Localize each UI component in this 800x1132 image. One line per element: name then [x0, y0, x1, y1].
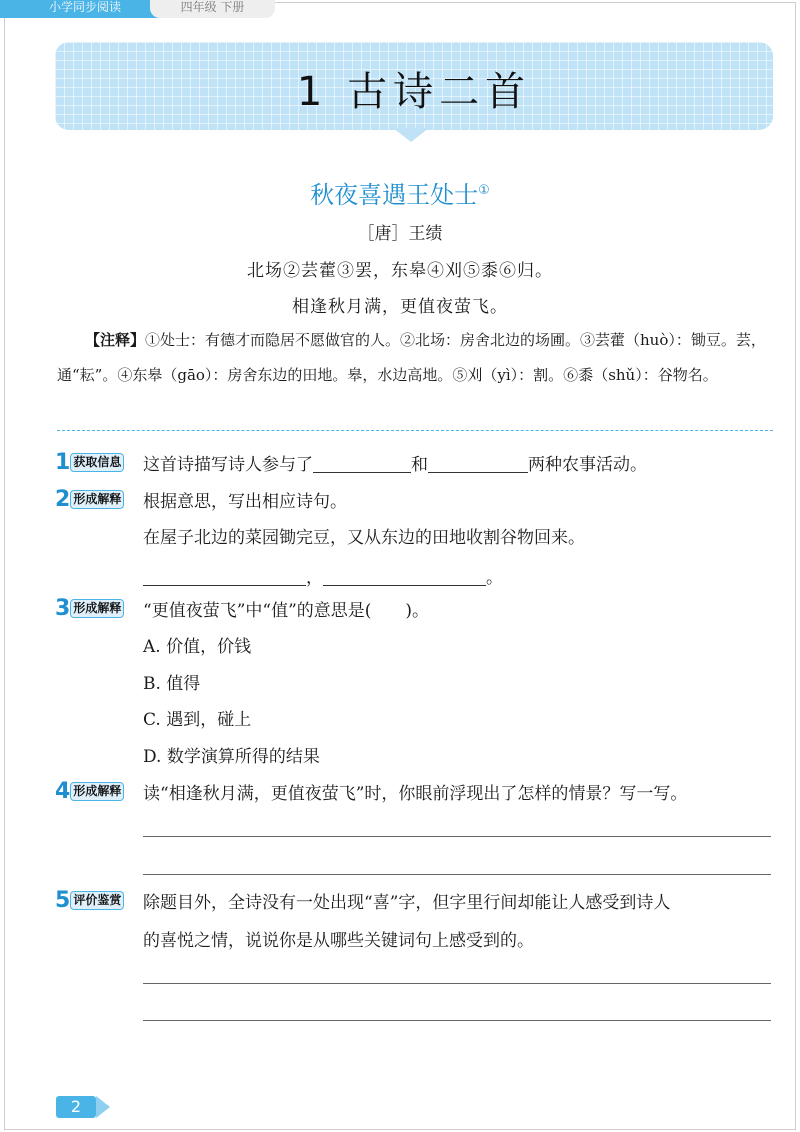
question-4-number: 4 — [55, 779, 71, 804]
question-5-tag — [55, 888, 124, 913]
banner-notch — [393, 128, 429, 142]
question-2-end: 。 — [486, 568, 503, 588]
question-1-label: 获取信息 — [70, 453, 124, 472]
question-1-tag — [55, 450, 124, 475]
answer-line-5a[interactable] — [143, 983, 771, 984]
question-2-answer-line — [143, 563, 503, 588]
notes-label: 【注释】 — [85, 331, 146, 349]
poem-line-1: 北场②芸藿③罢，东皋④刈⑤黍⑥归。 — [247, 261, 553, 281]
question-3-option-b[interactable]: B. 值得 — [143, 674, 201, 694]
question-3-option-d[interactable]: D. 数学演算所得的结果 — [143, 747, 320, 767]
question-1-number: 1 — [55, 450, 71, 475]
poem-author: ［唐］王绩 — [357, 224, 443, 244]
question-3-tag — [55, 596, 124, 621]
grade-label: 四年级 下册 — [150, 0, 275, 18]
answer-line-5b[interactable] — [143, 1020, 771, 1021]
question-2-number: 2 — [55, 487, 71, 512]
question-2-label: 形成解释 — [70, 490, 124, 509]
notes-block — [57, 323, 775, 393]
question-3-text: “更值夜萤飞”中“值”的意思是( )。 — [143, 601, 430, 621]
question-4-text: 读“相逢秋月满，更值夜萤飞”时，你眼前浮现出了怎样的情景？写一写。 — [143, 784, 688, 804]
series-label: 小学同步阅读 — [0, 0, 170, 18]
poem-line-2: 相逢秋月满，更值夜萤飞。 — [292, 297, 508, 317]
question-1-text-a: 这首诗描写诗人参与了 — [143, 455, 313, 475]
question-2-text: 根据意思，写出相应诗句。 — [143, 492, 347, 512]
question-3-number: 3 — [55, 596, 71, 621]
question-1-text-b: 和 — [411, 455, 428, 475]
answer-line-4a[interactable] — [143, 836, 771, 837]
question-4-tag — [55, 779, 124, 804]
question-2-separator: ， — [306, 568, 323, 588]
page-arrow-icon — [96, 1096, 110, 1118]
question-4-label: 形成解释 — [70, 782, 124, 801]
answer-blank-2b[interactable] — [323, 569, 486, 586]
chapter-title: 1 古诗二首 — [296, 69, 532, 115]
notes-text: ①处士：有德才而隐居不愿做官的人。②北场：房舍北边的场圃。③芸藿（huò）：锄豆。芸，通“耘”。④东皋（gāo）：房舍东边的田地。皋，水边高地。⑤刈（yì）：割。⑥黍（shǔ）：谷物名。 — [57, 331, 766, 384]
question-3-label: 形成解释 — [70, 599, 124, 618]
question-2-tag — [55, 487, 124, 512]
section-divider — [57, 430, 773, 431]
answer-blank-2a[interactable] — [143, 569, 306, 586]
question-3-option-c[interactable]: C. 遇到，碰上 — [143, 710, 252, 730]
answer-line-4b[interactable] — [143, 874, 771, 875]
question-5-number: 5 — [55, 888, 71, 913]
poem-title — [0, 175, 800, 210]
question-2-subtext: 在屋子北边的菜园锄完豆，又从东边的田地收割谷物回来。 — [143, 528, 585, 548]
answer-blank-1b[interactable] — [428, 456, 528, 473]
answer-blank-1a[interactable] — [313, 456, 411, 473]
question-1-text — [143, 450, 647, 475]
poem-title-text: 秋夜喜遇王处士 — [310, 181, 479, 209]
poem-title-note: ① — [478, 183, 490, 198]
question-1-text-c: 两种农事活动。 — [528, 455, 647, 475]
question-5-text: 除题目外，全诗没有一处出现“喜”字，但字里行间却能让人感受到诗人 — [143, 893, 671, 913]
question-3-option-a[interactable]: A. 价值，价钱 — [143, 637, 252, 657]
header-tab — [0, 0, 275, 18]
question-5-text-2: 的喜悦之情，说说你是从哪些关键词句上感受到的。 — [143, 931, 534, 951]
page-number: 2 — [56, 1096, 96, 1118]
question-5-label: 评价鉴赏 — [70, 891, 124, 910]
